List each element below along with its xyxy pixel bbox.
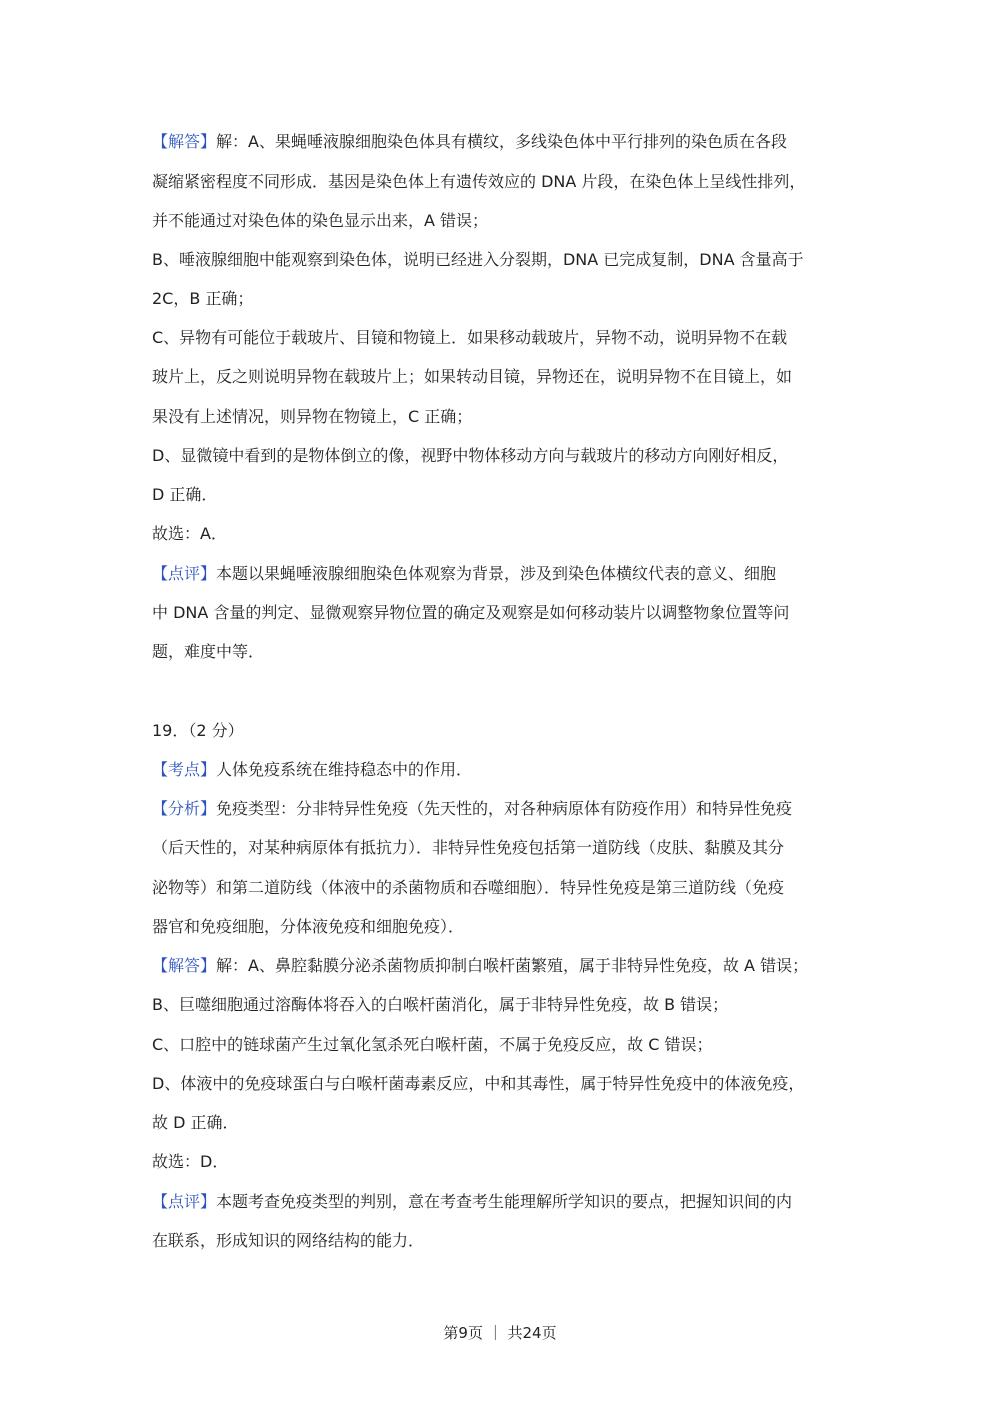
answer-tag: 【解答】 [152, 956, 217, 975]
analysis-line: 【分析】免疫类型：分非特异性免疫（先天性的，对各种病原体有防疫作用）和特异性免疫 [152, 799, 793, 818]
answer-line: 并不能通过对染色体的染色显示出来，A 错误； [152, 211, 489, 230]
answer-line: 2C，B 正确； [152, 289, 254, 308]
choice-line: 故选：D． [152, 1152, 229, 1171]
page-footer: 第9页 ｜ 共24页 [443, 1324, 557, 1342]
answer-line: D 正确． [152, 485, 218, 504]
answer-line: D、体液中的免疫球蛋白与白喉杆菌毒素反应，中和其毒性，属于特异性免疫中的体液免疫， [152, 1074, 805, 1093]
analysis-line: 泌物等）和第二道防线（体液中的杀菌物质和吞噬细胞）．特异性免疫是第三道防线（免疫 [152, 878, 785, 897]
answer-line: 玻片上，反之则说明异物在载玻片上；如果转动目镜，异物还在，说明异物不在目镜上，如 [152, 367, 793, 386]
analysis-line: （后天性的，对某种病原体有抵抗力）．非特异性免疫包括第一道防线（皮肤、黏膜及其分 [152, 838, 785, 857]
answer-line: C、口腔中的链球菌产生过氧化氢杀死白喉杆菌，不属于免疫反应，故 C 错误； [152, 1035, 713, 1054]
answer-line: 故 D 正确． [152, 1113, 239, 1132]
answer-line: 【解答】解：A、鼻腔黏膜分泌杀菌物质抑制白喉杆菌繁殖，属于非特异性免疫，故 A 错误； [152, 956, 809, 975]
review-line: 中 DNA 含量的判定、显微观察异物位置的确定及观察是如何移动装片以调整物象位置等问 [152, 603, 790, 622]
review-tag: 【点评】 [152, 1192, 217, 1211]
review-line: 题，难度中等． [152, 642, 265, 661]
point-line: 【考点】人体免疫系统在维持稳态中的作用． [152, 760, 473, 779]
answer-line: 果没有上述情况，则异物在物镜上，C 正确； [152, 407, 473, 426]
analysis-line: 器官和免疫细胞，分体液免疫和细胞免疫）． [152, 917, 465, 936]
answer-line: 凝缩紧密程度不同形成．基因是染色体上有遗传效应的 DNA 片段，在染色体上呈线性排列， [152, 172, 806, 191]
answer-line: 【解答】解：A、果蝇唾液腺细胞染色体具有横纹，多线染色体中平行排列的染色质在各段 [152, 132, 787, 151]
answer-line: B、巨噬细胞通过溶酶体将吞入的白喉杆菌消化，属于非特异性免疫，故 B 错误； [152, 995, 729, 1014]
review-line: 【点评】本题以果蝇唾液腺细胞染色体观察为背景，涉及到染色体横纹代表的意义、细胞 [152, 564, 777, 583]
answer-line: D、显微镜中看到的是物体倒立的像，视野中物体移动方向与载玻片的移动方向刚好相反， [152, 446, 789, 465]
analysis-tag: 【分析】 [152, 799, 217, 818]
point-tag: 【考点】 [152, 760, 217, 779]
question-number: 19．（2 分） [152, 721, 244, 740]
review-tag: 【点评】 [152, 564, 217, 583]
answer-line: C、异物有可能位于载玻片、目镜和物镜上．如果移动载玻片，异物不动，说明异物不在载 [152, 328, 788, 347]
answer-line: B、唾液腺细胞中能观察到染色体，说明已经进入分裂期，DNA 已完成复制，DNA 含量高于 [152, 250, 804, 269]
review-line: 【点评】本题考查免疫类型的判别，意在考查考生能理解所学知识的要点，把握知识间的内 [152, 1192, 793, 1211]
choice-line: 故选：A． [152, 524, 227, 543]
review-line: 在联系，形成知识的网络结构的能力． [152, 1231, 425, 1250]
answer-tag: 【解答】 [152, 132, 217, 151]
